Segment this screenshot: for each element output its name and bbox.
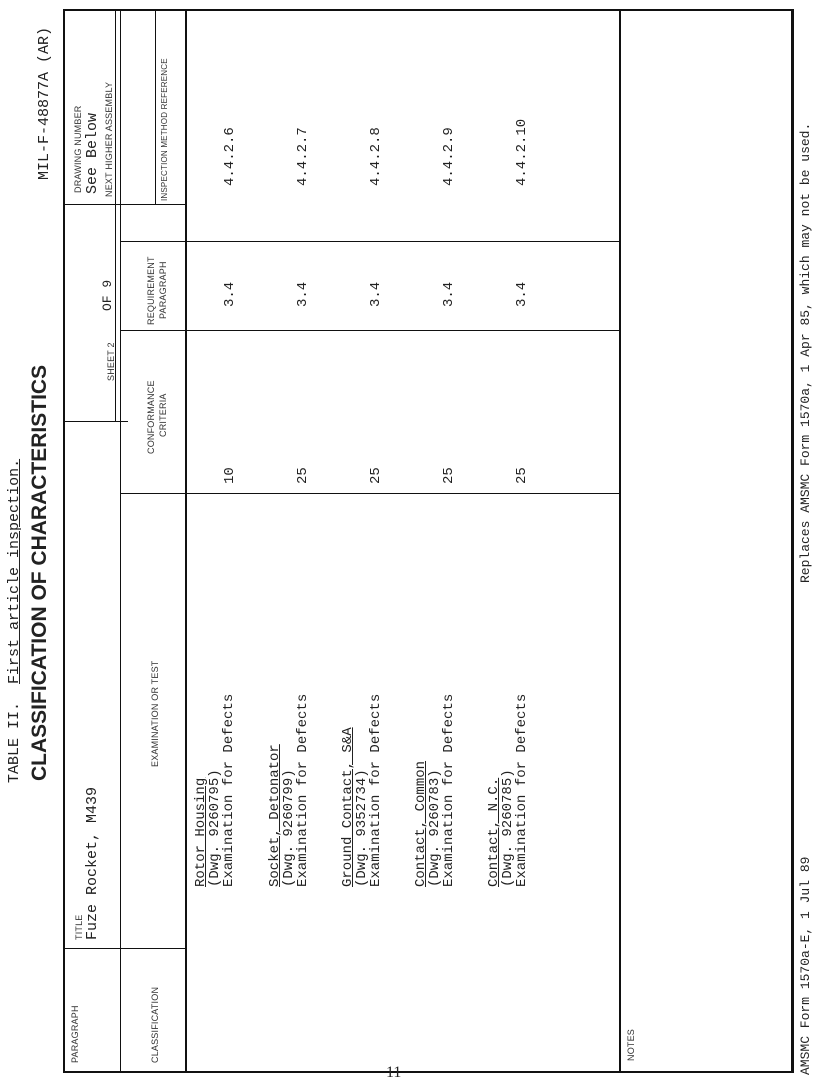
list-item — [194, 694, 236, 887]
conformance-value: 25 — [441, 467, 457, 484]
item-name: Contact, Common — [413, 760, 429, 887]
item-dwg: (Dwg. 9352734) — [354, 769, 370, 887]
item-exam: Examination for Defects — [368, 693, 384, 887]
list-item — [487, 694, 529, 887]
table-caption: First article inspection. — [6, 458, 23, 684]
conformance-value: 25 — [514, 467, 530, 484]
item-name: Contact, N.C. — [486, 777, 502, 887]
requirement-value: 3.4 — [222, 281, 238, 307]
item-exam: Examination for Defects — [514, 693, 530, 887]
list-item — [414, 694, 456, 887]
paragraph-label: PARAGRAPH — [70, 1005, 80, 1063]
requirement-value: 3.4 — [368, 281, 384, 307]
list-item — [268, 694, 310, 887]
conformance-value: 10 — [222, 467, 238, 484]
item-dwg: (Dwg. 9260799) — [281, 769, 297, 887]
drawing-number-label: DRAWING NUMBER — [73, 105, 83, 193]
inspection-method-value: 4.4.2.10 — [514, 118, 530, 186]
conformance-value: 25 — [368, 467, 384, 484]
drawing-number-value: See Below — [84, 112, 101, 194]
footer-form-id: AMSMC Form 1570a-E, 1 Jul 89 — [798, 856, 813, 1075]
title-value: Fuze Rocket, M439 — [84, 786, 101, 940]
conformance-value: 25 — [295, 467, 311, 484]
footer-replaces: Replaces AMSMC Form 1570a, 1 Apr 85, which may not be used. — [798, 122, 813, 583]
sheet-label: SHEET 2 — [106, 342, 116, 381]
col-conformance-2: CRITERIA — [158, 393, 168, 437]
requirement-value: 3.4 — [441, 281, 457, 307]
item-dwg: (Dwg. 9260785) — [500, 769, 516, 887]
inspection-method-value: 4.4.2.7 — [295, 127, 311, 186]
next-higher-assembly-label: NEXT HIGHER ASSEMBLY — [104, 81, 114, 197]
item-exam: Examination for Defects — [221, 693, 237, 887]
item-name: Socket, Detonator — [267, 744, 283, 887]
notes-label: NOTES — [626, 1028, 636, 1061]
item-exam: Examination for Defects — [441, 693, 457, 887]
requirement-value: 3.4 — [514, 281, 530, 307]
requirement-value: 3.4 — [295, 281, 311, 307]
sheet-of: OF 9 — [100, 279, 115, 311]
table-label: TABLE II. — [6, 701, 23, 783]
col-conformance-1: CONFORMANCE — [146, 380, 156, 454]
table-caption-line — [6, 459, 23, 783]
page-number: 11 — [386, 1064, 402, 1081]
item-exam: Examination for Defects — [295, 693, 311, 887]
item-name: Rotor Housing — [193, 777, 209, 887]
item-dwg: (Dwg. 9260795) — [207, 769, 223, 887]
inspection-method-value: 4.4.2.6 — [222, 127, 238, 186]
item-dwg: (Dwg. 9260783) — [427, 769, 443, 887]
inspection-method-value: 4.4.2.8 — [368, 127, 384, 186]
col-inspection-method: INSPECTION METHOD REFERENCE — [160, 58, 169, 201]
col-classification: CLASSIFICATION — [150, 986, 160, 1063]
title-label: TITLE — [74, 914, 84, 940]
col-examination: EXAMINATION OR TEST — [150, 660, 160, 767]
form-title: CLASSIFICATION OF CHARACTERISTICS — [28, 364, 51, 781]
list-item — [341, 694, 383, 887]
spec-number: MIL-F-48877A (AR) — [36, 26, 53, 180]
inspection-method-value: 4.4.2.9 — [441, 127, 457, 186]
item-name: Ground Contact, S&A — [340, 727, 356, 887]
col-requirement-1: REQUIREMENT — [146, 256, 156, 325]
col-requirement-2: PARAGRAPH — [158, 261, 168, 319]
